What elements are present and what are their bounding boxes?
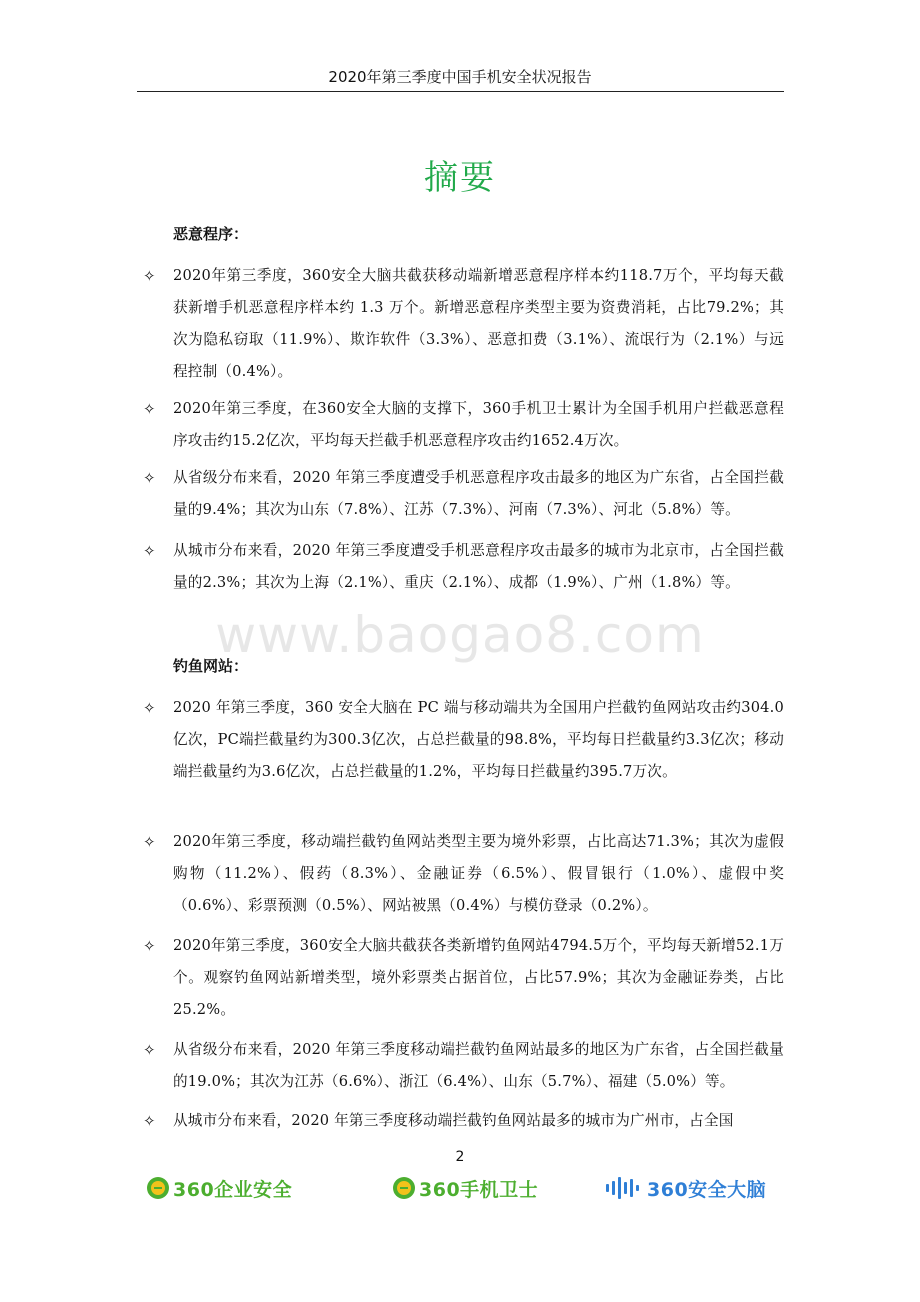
list-item	[143, 462, 784, 526]
bullet-diamond-icon: ✧	[143, 1041, 156, 1059]
list-item	[143, 535, 784, 599]
bullet-text: 2020年第三季度，移动端拦截钓鱼网站类型主要为境外彩票，占比高达71.3%；其次为虚假购物（11.2%）、假药（8.3%）、金融证券（6.5%）、假冒银行（1.0%）、虚假中奖（0.6%）、彩票预测（0.5%）、网站被黑（0.4%）与模仿登录（0.2%）。	[173, 833, 784, 914]
bullet-text: 2020年第三季度，360安全大脑共截获移动端新增恶意程序样本约118.7万个，平均每天截获新增手机恶意程序样本约 1.3 万个。新增恶意程序类型主要为资费消耗，占比79.2%；其次为隐私窃取（11.9%）、欺诈软件（3.3%）、恶意扣费（3.1%）、流氓行为（2.1%）与远程控制（0.4%）。	[173, 267, 784, 380]
header-divider	[137, 91, 784, 92]
list-item	[143, 260, 784, 388]
bullet-diamond-icon: ✧	[143, 542, 156, 560]
list-item	[143, 1105, 784, 1137]
brain-bars-icon	[606, 1177, 639, 1199]
logo-text: 360手机卫士	[419, 1178, 539, 1201]
bullet-diamond-icon: ✧	[143, 833, 156, 851]
bullet-text: 2020 年第三季度，360 安全大脑在 PC 端与移动端共为全国用户拦截钓鱼网站攻击约304.0亿次，PC端拦截量约为300.3亿次，占总拦截量的98.8%，平均每日拦截量约3.3亿次；移动端拦截量约为3.6亿次，占总拦截量的1.2%，平均每日拦截量约395.7万次。	[173, 699, 784, 780]
bullet-diamond-icon: ✧	[143, 699, 156, 717]
bullet-diamond-icon: ✧	[143, 1112, 156, 1130]
list-item	[143, 826, 784, 922]
360-logo-icon	[147, 1177, 169, 1199]
logo-360-security-brain	[606, 1172, 766, 1204]
logo-360-enterprise-security	[147, 1172, 292, 1204]
watermark: www.baogao8.com	[215, 606, 705, 664]
logo-360-mobile-guard	[393, 1172, 538, 1204]
bullet-diamond-icon: ✧	[143, 937, 156, 955]
list-item	[143, 1034, 784, 1098]
page-title: 摘要	[424, 158, 496, 198]
bullet-text: 从省级分布来看，2020 年第三季度移动端拦截钓鱼网站最多的地区为广东省，占全国拦截量的19.0%；其次为江苏（6.6%）、浙江（6.4%）、山东（5.7%）、福建（5.0%）等。	[173, 1041, 784, 1090]
logo-text: 360安全大脑	[647, 1178, 767, 1201]
list-item	[143, 930, 784, 1026]
bullet-text: 从城市分布来看，2020 年第三季度遭受手机恶意程序攻击最多的城市为北京市，占全国拦截量的2.3%；其次为上海（2.1%）、重庆（2.1%）、成都（1.9%）、广州（1.8%）等。	[173, 542, 784, 591]
logo-text: 360企业安全	[173, 1178, 293, 1201]
bullet-diamond-icon: ✧	[143, 469, 156, 487]
bullet-text: 2020年第三季度，在360安全大脑的支撑下，360手机卫士累计为全国手机用户拦截恶意程序攻击约15.2亿次，平均每天拦截手机恶意程序攻击约1652.4万次。	[173, 400, 784, 449]
bullet-text: 从省级分布来看，2020 年第三季度遭受手机恶意程序攻击最多的地区为广东省，占全国拦截量的9.4%；其次为山东（7.8%）、江苏（7.3%）、河南（7.3%）、河北（5.8%）等。	[173, 469, 784, 518]
bullet-diamond-icon: ✧	[143, 400, 156, 418]
page-number: 2	[455, 1149, 465, 1165]
running-header: 2020年第三季度中国手机安全状况报告	[328, 68, 592, 86]
section-title-phishing: 钓鱼网站：	[173, 657, 249, 675]
bullet-diamond-icon: ✧	[143, 267, 156, 285]
list-item	[143, 393, 784, 457]
section-title-malware: 恶意程序：	[173, 225, 249, 243]
list-item	[143, 692, 784, 788]
360-logo-icon	[393, 1177, 415, 1199]
bullet-text: 从城市分布来看，2020 年第三季度移动端拦截钓鱼网站最多的城市为广州市，占全国	[173, 1112, 734, 1129]
bullet-text: 2020年第三季度，360安全大脑共截获各类新增钓鱼网站4794.5万个，平均每天新增52.1万个。观察钓鱼网站新增类型，境外彩票类占据首位，占比57.9%；其次为金融证券类，占比25.2%。	[173, 937, 784, 1018]
